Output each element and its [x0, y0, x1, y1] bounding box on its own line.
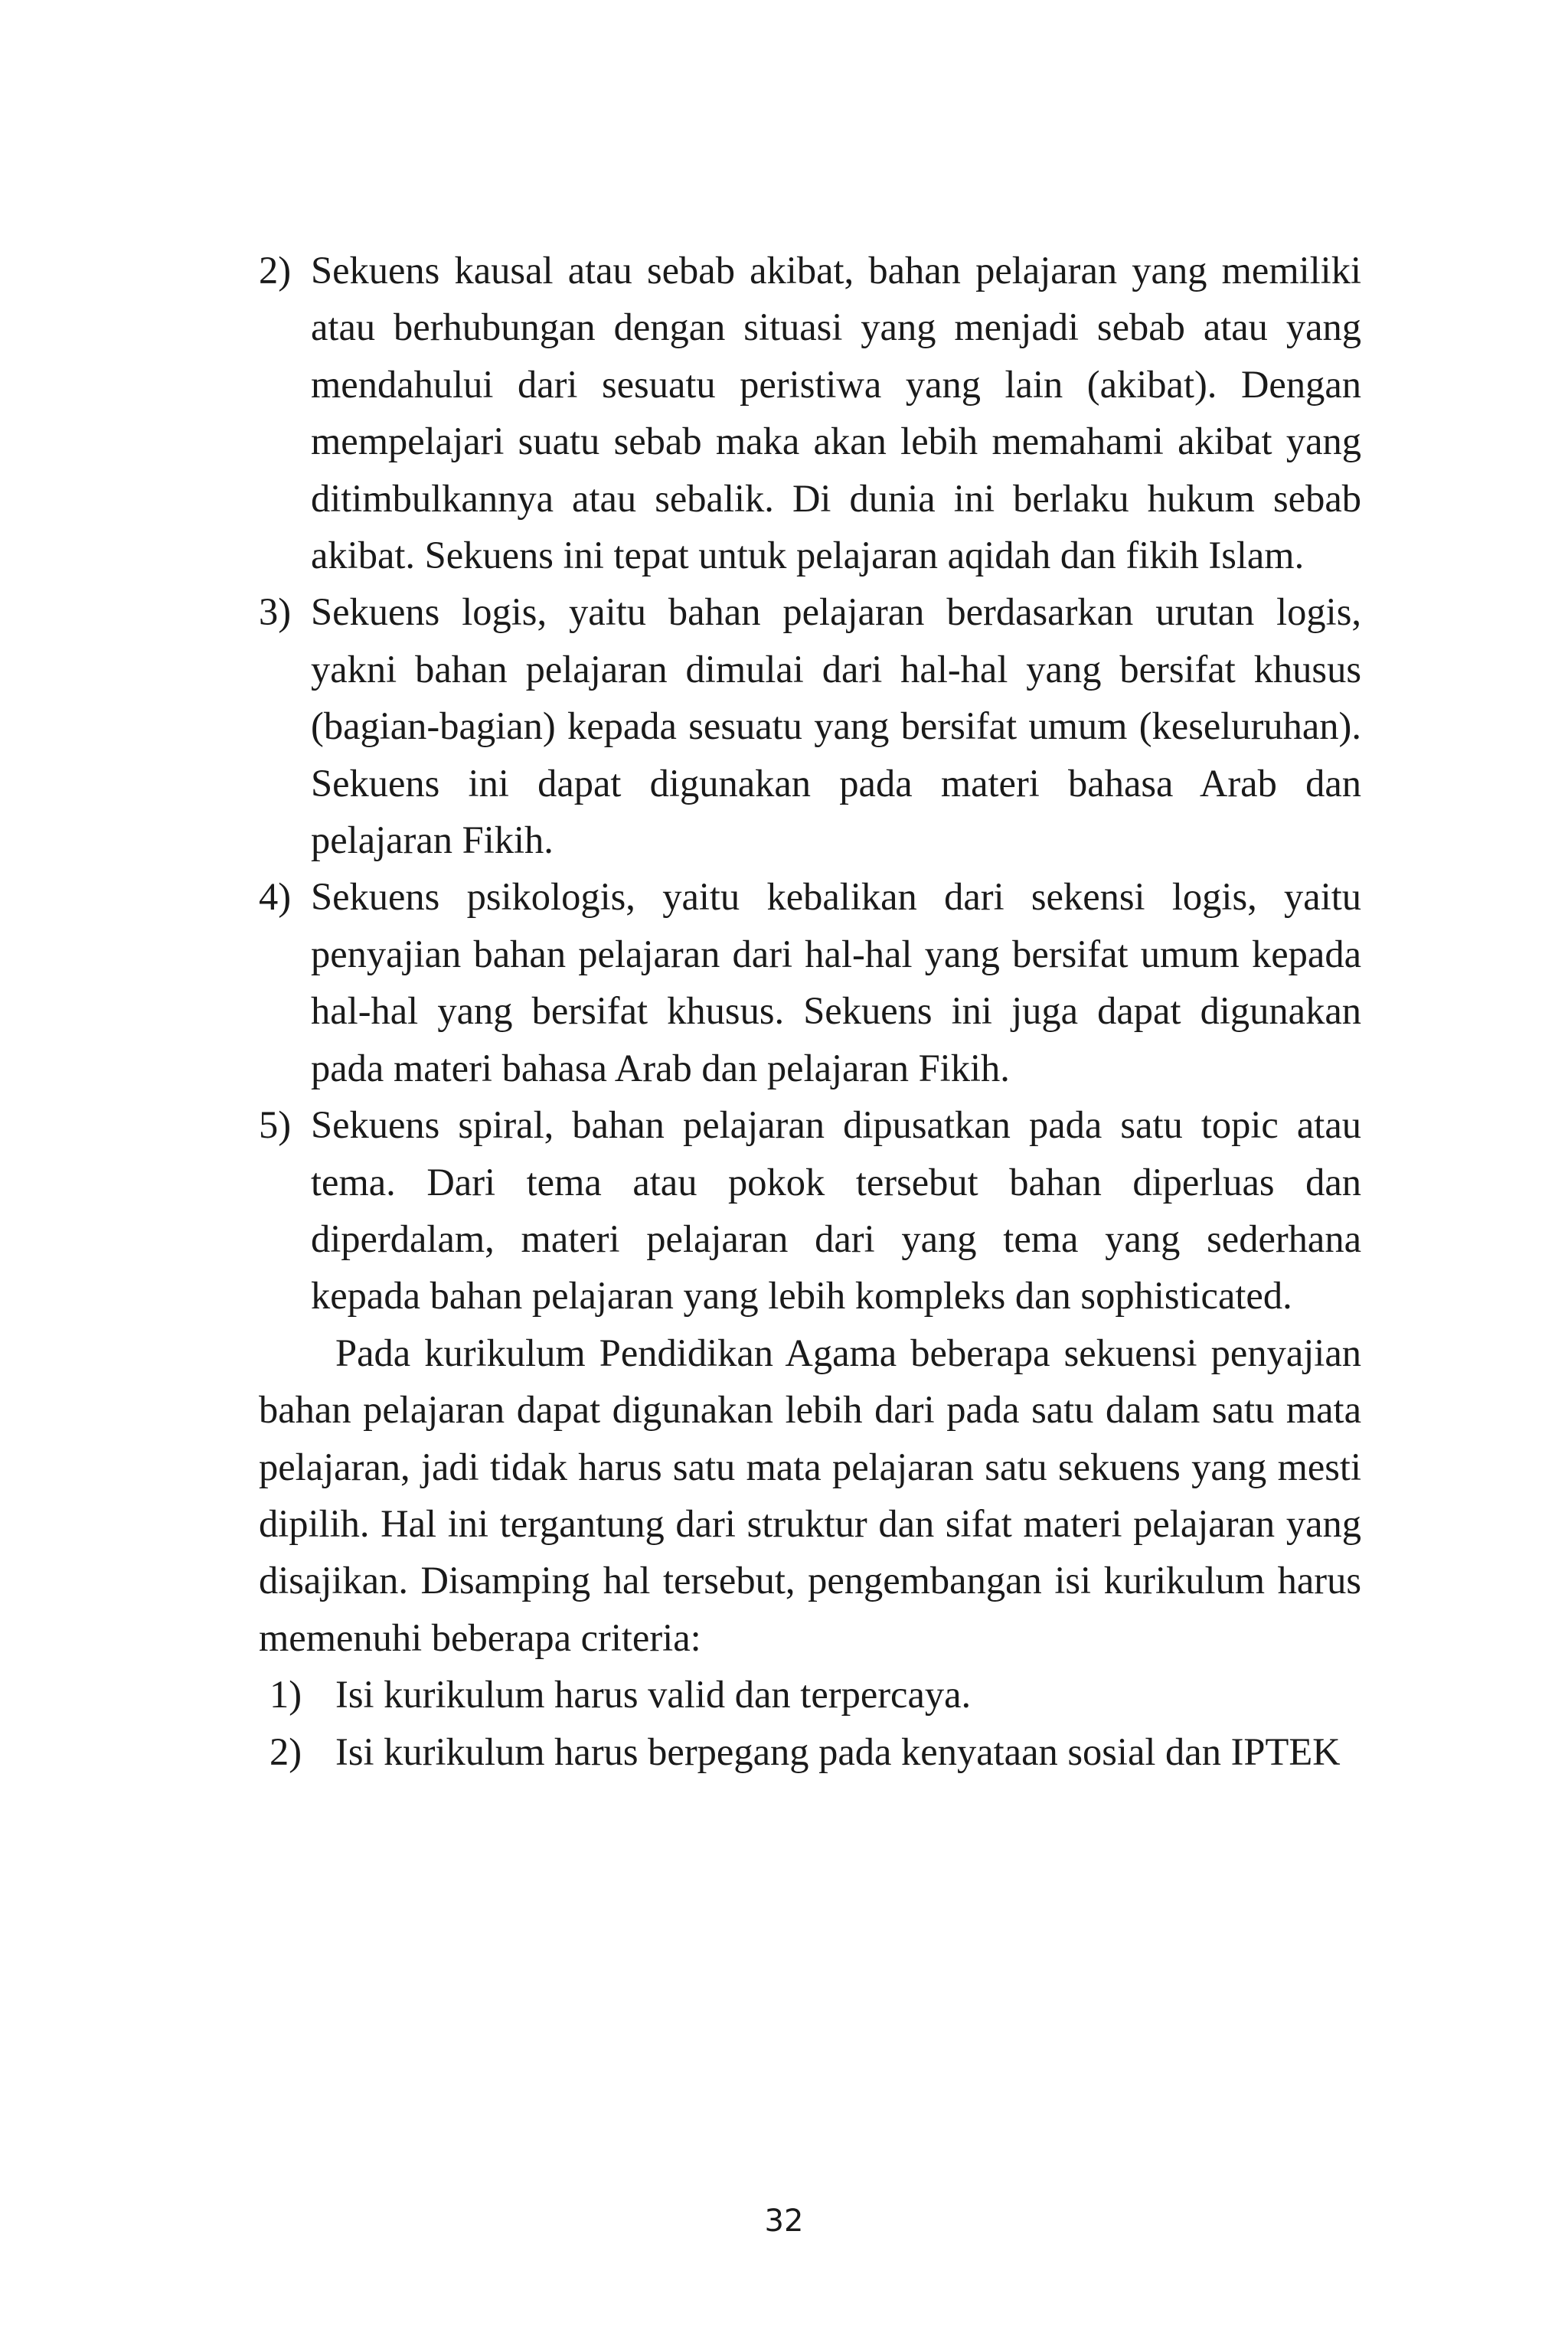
list-item-number: 4)	[259, 875, 292, 919]
body-paragraph: Pada kurikulum Pendidikan Agama beberapa sekuensi penyajian bahan pelajaran dapat digunakan lebih dari pada satu dalam satu mata pelajaran, jadi tidak harus satu mata pelajaran satu sekuens yang mesti dipilih. Hal ini tergantung dari struktur dan sifat materi pelajaran yang disajikan. Disamping hal tersebut, pengembangan isi kurikulum harus memenuhi beberapa criteria:	[259, 1331, 1361, 1659]
list-item-number: 2)	[259, 249, 292, 292]
list-item-text: Sekuens logis, yaitu bahan pelajaran berdasarkan urutan logis, yakni bahan pelajaran dimulai dari hal-hal yang bersifat khusus (bagian-bagian) kepada sesuatu yang bersifat umum (keseluruhan). Sekuens ini dapat digunakan pada materi bahasa Arab dan pelajaran Fikih.	[311, 590, 1361, 862]
criteria-text: Isi kurikulum harus berpegang pada kenyataan sosial dan IPTEK	[335, 1730, 1341, 1773]
list-item-text: Sekuens spiral, bahan pelajaran dipusatkan pada satu topic atau tema. Dari tema atau pokok tersebut bahan diperluas dan diperdalam, materi pelajaran dari yang tema yang sederhana kepada bahan pelajaran yang lebih kompleks dan sophisticated.	[311, 1103, 1361, 1318]
list-item-sekuens-kausal	[259, 242, 1361, 583]
list-item-sekuens-logis	[259, 583, 1361, 868]
page-content	[259, 242, 1361, 1780]
list-item-number: 5)	[259, 1103, 292, 1147]
list-item-number: 3)	[259, 590, 292, 634]
list-item-sekuens-psikologis	[259, 868, 1361, 1096]
criteria-list	[259, 1666, 1361, 1780]
list-item-text: Sekuens kausal atau sebab akibat, bahan pelajaran yang memiliki atau berhubungan dengan situasi yang menjadi sebab atau yang mendahului dari sesuatu peristiwa yang lain (akibat). Dengan mempelajari suatu sebab maka akan lebih memahami akibat yang ditimbulkannya atau sebalik. Di dunia ini berlaku hukum sebab akibat. Sekuens ini tepat untuk pelajaran aqidah dan fikih Islam.	[311, 249, 1361, 577]
criteria-item	[259, 1723, 1361, 1780]
page-number: 32	[764, 2203, 804, 2239]
list-item-sekuens-spiral	[259, 1096, 1361, 1325]
criteria-number: 2)	[270, 1730, 302, 1773]
criteria-text: Isi kurikulum harus valid dan terpercaya.	[335, 1673, 972, 1717]
criteria-item	[259, 1666, 1361, 1723]
list-item-text: Sekuens psikologis, yaitu kebalikan dari sekensi logis, yaitu penyajian bahan pelajaran dari hal-hal yang bersifat umum kepada hal-hal yang bersifat khusus. Sekuens ini juga dapat digunakan pada materi bahasa Arab dan pelajaran Fikih.	[311, 875, 1361, 1089]
criteria-number: 1)	[270, 1673, 302, 1717]
